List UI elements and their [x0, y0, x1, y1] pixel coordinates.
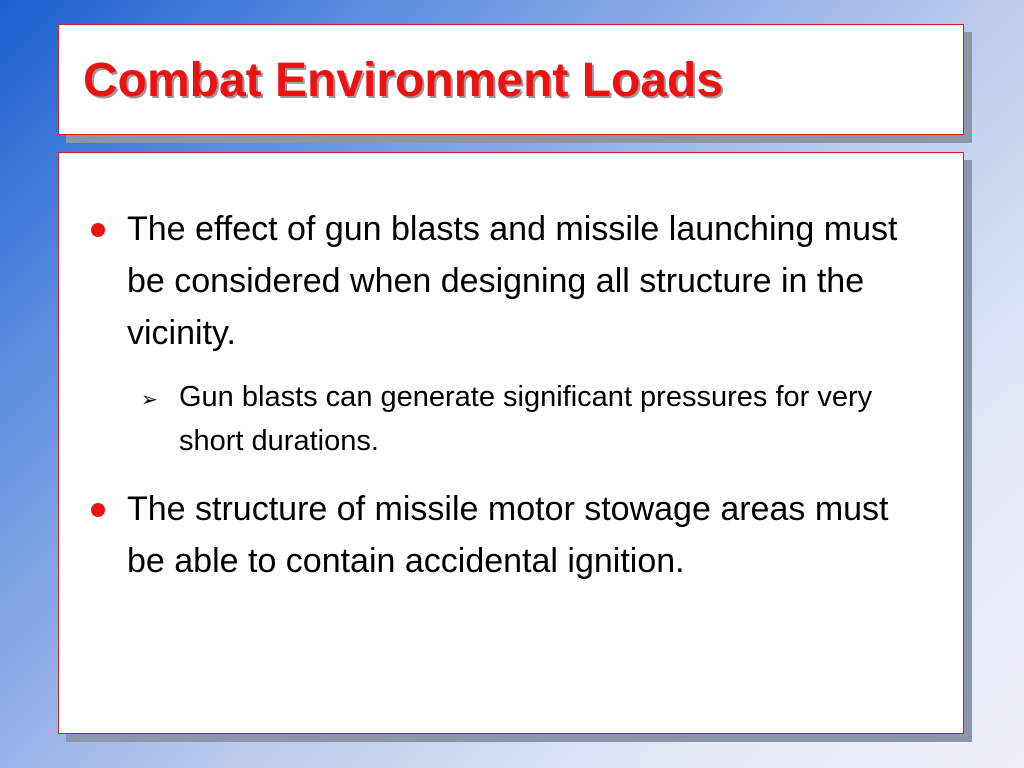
bullet-item	[127, 203, 927, 359]
slide-title: Combat Environment Loads	[83, 54, 724, 107]
sub-bullet-item	[141, 375, 919, 463]
title-box	[58, 24, 964, 135]
content-box	[58, 152, 964, 734]
sub-bullet-text: Gun blasts can generate significant pressures for very short durations.	[179, 381, 873, 457]
bullet-text: The effect of gun blasts and missile launching must be considered when designing all structure in the vicinity.	[127, 210, 898, 352]
arrowhead-bullet-icon: ➢	[141, 387, 158, 411]
bullet-dot-icon	[91, 503, 105, 517]
bullet-text: The structure of missile motor stowage areas must be able to contain accidental ignition.	[127, 490, 889, 580]
bullet-item	[127, 483, 927, 587]
bullet-dot-icon	[91, 223, 105, 237]
